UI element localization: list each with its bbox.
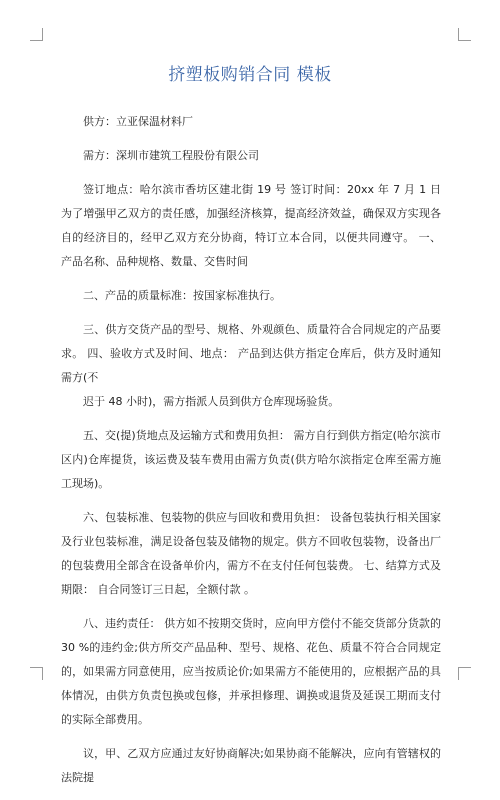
paragraph-dispute: 议，甲、乙双方应通过友好协商解决;如果协商不能解决，应向有管辖权的法院提 [61, 747, 441, 784]
crop-mark-bottom-right [458, 667, 471, 680]
crop-mark-top-right [458, 28, 471, 41]
paragraph-signing: 签订地点：哈尔滨市香坊区建北街 19 号 签订时间：20xx 年 7 月 1 日 为了增强甲乙双方的责任感，加强经济核算，提高经济效益，确保双方实现各自的经济目的，经甲乙双方充分协商，特订立本合同，以便共同遵守。 一、 产品名称、品种规格、数量、交售时间 [61, 183, 441, 268]
paragraph-inspection: 三、供方交货产品的型号、规格、外观颜色、质量符合合同规定的产品要求。 四、验收方式及时间、地点： 产品到达供方指定仓库后，供方及时通知需方(不 [61, 323, 441, 384]
paragraph-packaging: 六、包装标准、包装物的供应与回收和费用负担： 设备包装执行相关国家及行业包装标准，满足设备包装及储物的规定。供方不回收包装物，设备出厂的包装费用全部含在设备单价内，需方不在支付任何包装费。 七、结算方式及期限： 自合同签订三日起，全额付款 。 [61, 511, 441, 596]
crop-mark-bottom-left [30, 667, 43, 680]
paragraph-supplier: 供方：立亚保温材料厂 [83, 115, 193, 128]
paragraph-delivery: 五、交(提)货地点及运输方式和费用负担： 需方自行到供方指定(哈尔滨市区内)仓库提货，该运费及装车费用由需方负责(供方哈尔滨指定仓库至需方施工现场)。 [61, 429, 441, 490]
document-body [61, 110, 441, 800]
paragraph-inspection-continued: 迟于 48 小时)，需方指派人员到供方仓库现场验货。 [83, 395, 340, 408]
crop-mark-top-left [30, 28, 43, 41]
document-title: 挤塑板购销合同 模板 [168, 65, 332, 85]
paragraph-buyer: 需方：深圳市建筑工程股份有限公司 [83, 149, 259, 162]
paragraph-quality: 二、产品的质量标准：按国家标准执行。 [83, 289, 281, 302]
paragraph-liability: 八、违约责任： 供方如不按期交货时，应向甲方偿付不能交货部分货款的 30 %的违约金;供方所交产品品种、型号、规格、花色、质量不符合合同规定的，如果需方同意使用，应当按质论价;如果需方不能使用的，应根据产品的具体情况，由供方负责包换或包修，并承担修理、调换或退货及延误工期而支付的实际全部费用。 [61, 617, 441, 726]
